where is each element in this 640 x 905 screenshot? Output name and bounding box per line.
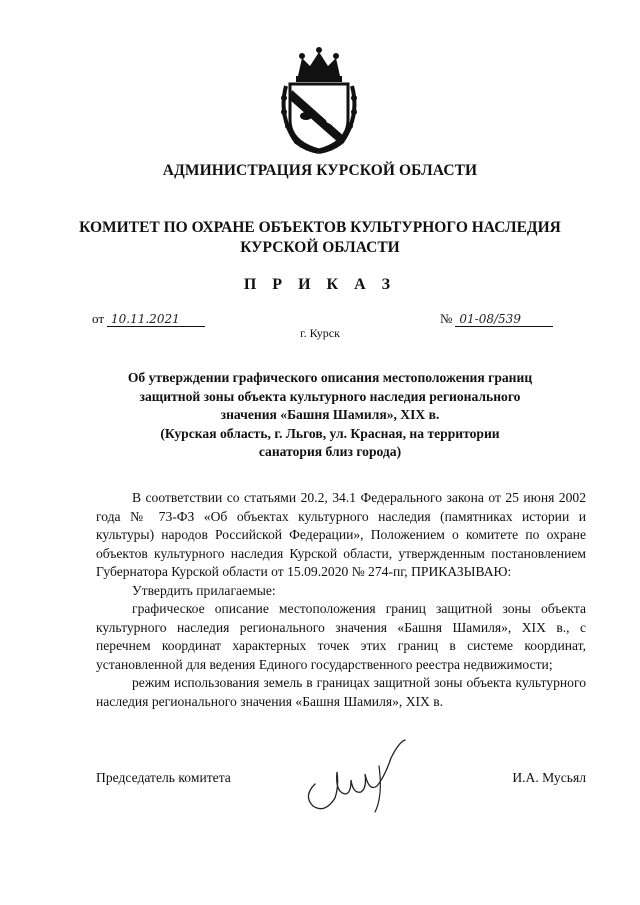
date-value: 10.11.2021 (107, 312, 205, 327)
signer-name: И.А. Мусьял (512, 770, 586, 785)
committee-title-line: КОМИТЕТ ПО ОХРАНЕ ОБЪЕКТОВ КУЛЬТУРНОГО НАСЛЕДИЯ (79, 219, 561, 236)
order-heading: П Р И К А З (243, 276, 397, 293)
order-subject (80, 369, 580, 462)
city-label: г. Курск (300, 326, 340, 340)
committee-title-line: КУРСКОЙ ОБЛАСТИ (240, 239, 400, 256)
subject-line: санатория близ города) (258, 444, 402, 459)
body-paragraph: графическое описание местоположения границ защитной зоны объекта культурного наследия регионального значения «Башня Шамиля», XIX в., с перечнем координат характерных точек этих границ в системе координат, установленной для ведения Единого государственного реестра недвижимости; (96, 601, 586, 672)
order-date (92, 311, 205, 327)
subject-line: Об утверждении графического описания местоположения границ (127, 370, 533, 385)
subject-line: значения «Башня Шамиля», XIX в. (220, 407, 440, 422)
order-body (96, 489, 586, 711)
order-number (440, 311, 553, 327)
subject-line: защитной зоны объекта культурного наследия регионального (139, 388, 521, 404)
number-value: 01-08/539 (455, 312, 553, 327)
body-paragraph: Утвердить прилагаемые: (132, 582, 276, 598)
handwritten-signature-icon (295, 736, 415, 816)
administration-title: АДМИНИСТРАЦИЯ КУРСКОЙ ОБЛАСТИ (162, 162, 478, 179)
committee-title (60, 218, 580, 258)
signer-title: Председатель комитета (96, 770, 231, 785)
body-paragraph: В соответствии со статьями 20.2, 34.1 Федерального закона от 25 июня 2002 года № 73-ФЗ «Об объектах культурного наследия (памятниках истории и культуры) народов Российской Федерации», Положением о комитете по охране объектов культурного наследия Курской области, утвержденным постановлением Губернатора Курской области от 15.09.2020 № 274-пг, ПРИКАЗЫВАЮ: (96, 490, 586, 579)
coat-of-arms-icon (276, 46, 362, 154)
body-paragraph: режим использования земель в границах защитной зоны объекта культурного наследия регионального значения «Башня Шамиля», XIX в. (96, 675, 586, 709)
subject-line: (Курская область, г. Льгов, ул. Красная, на территории (160, 425, 500, 441)
number-prefix: № (440, 311, 453, 326)
date-prefix: от (92, 311, 105, 326)
